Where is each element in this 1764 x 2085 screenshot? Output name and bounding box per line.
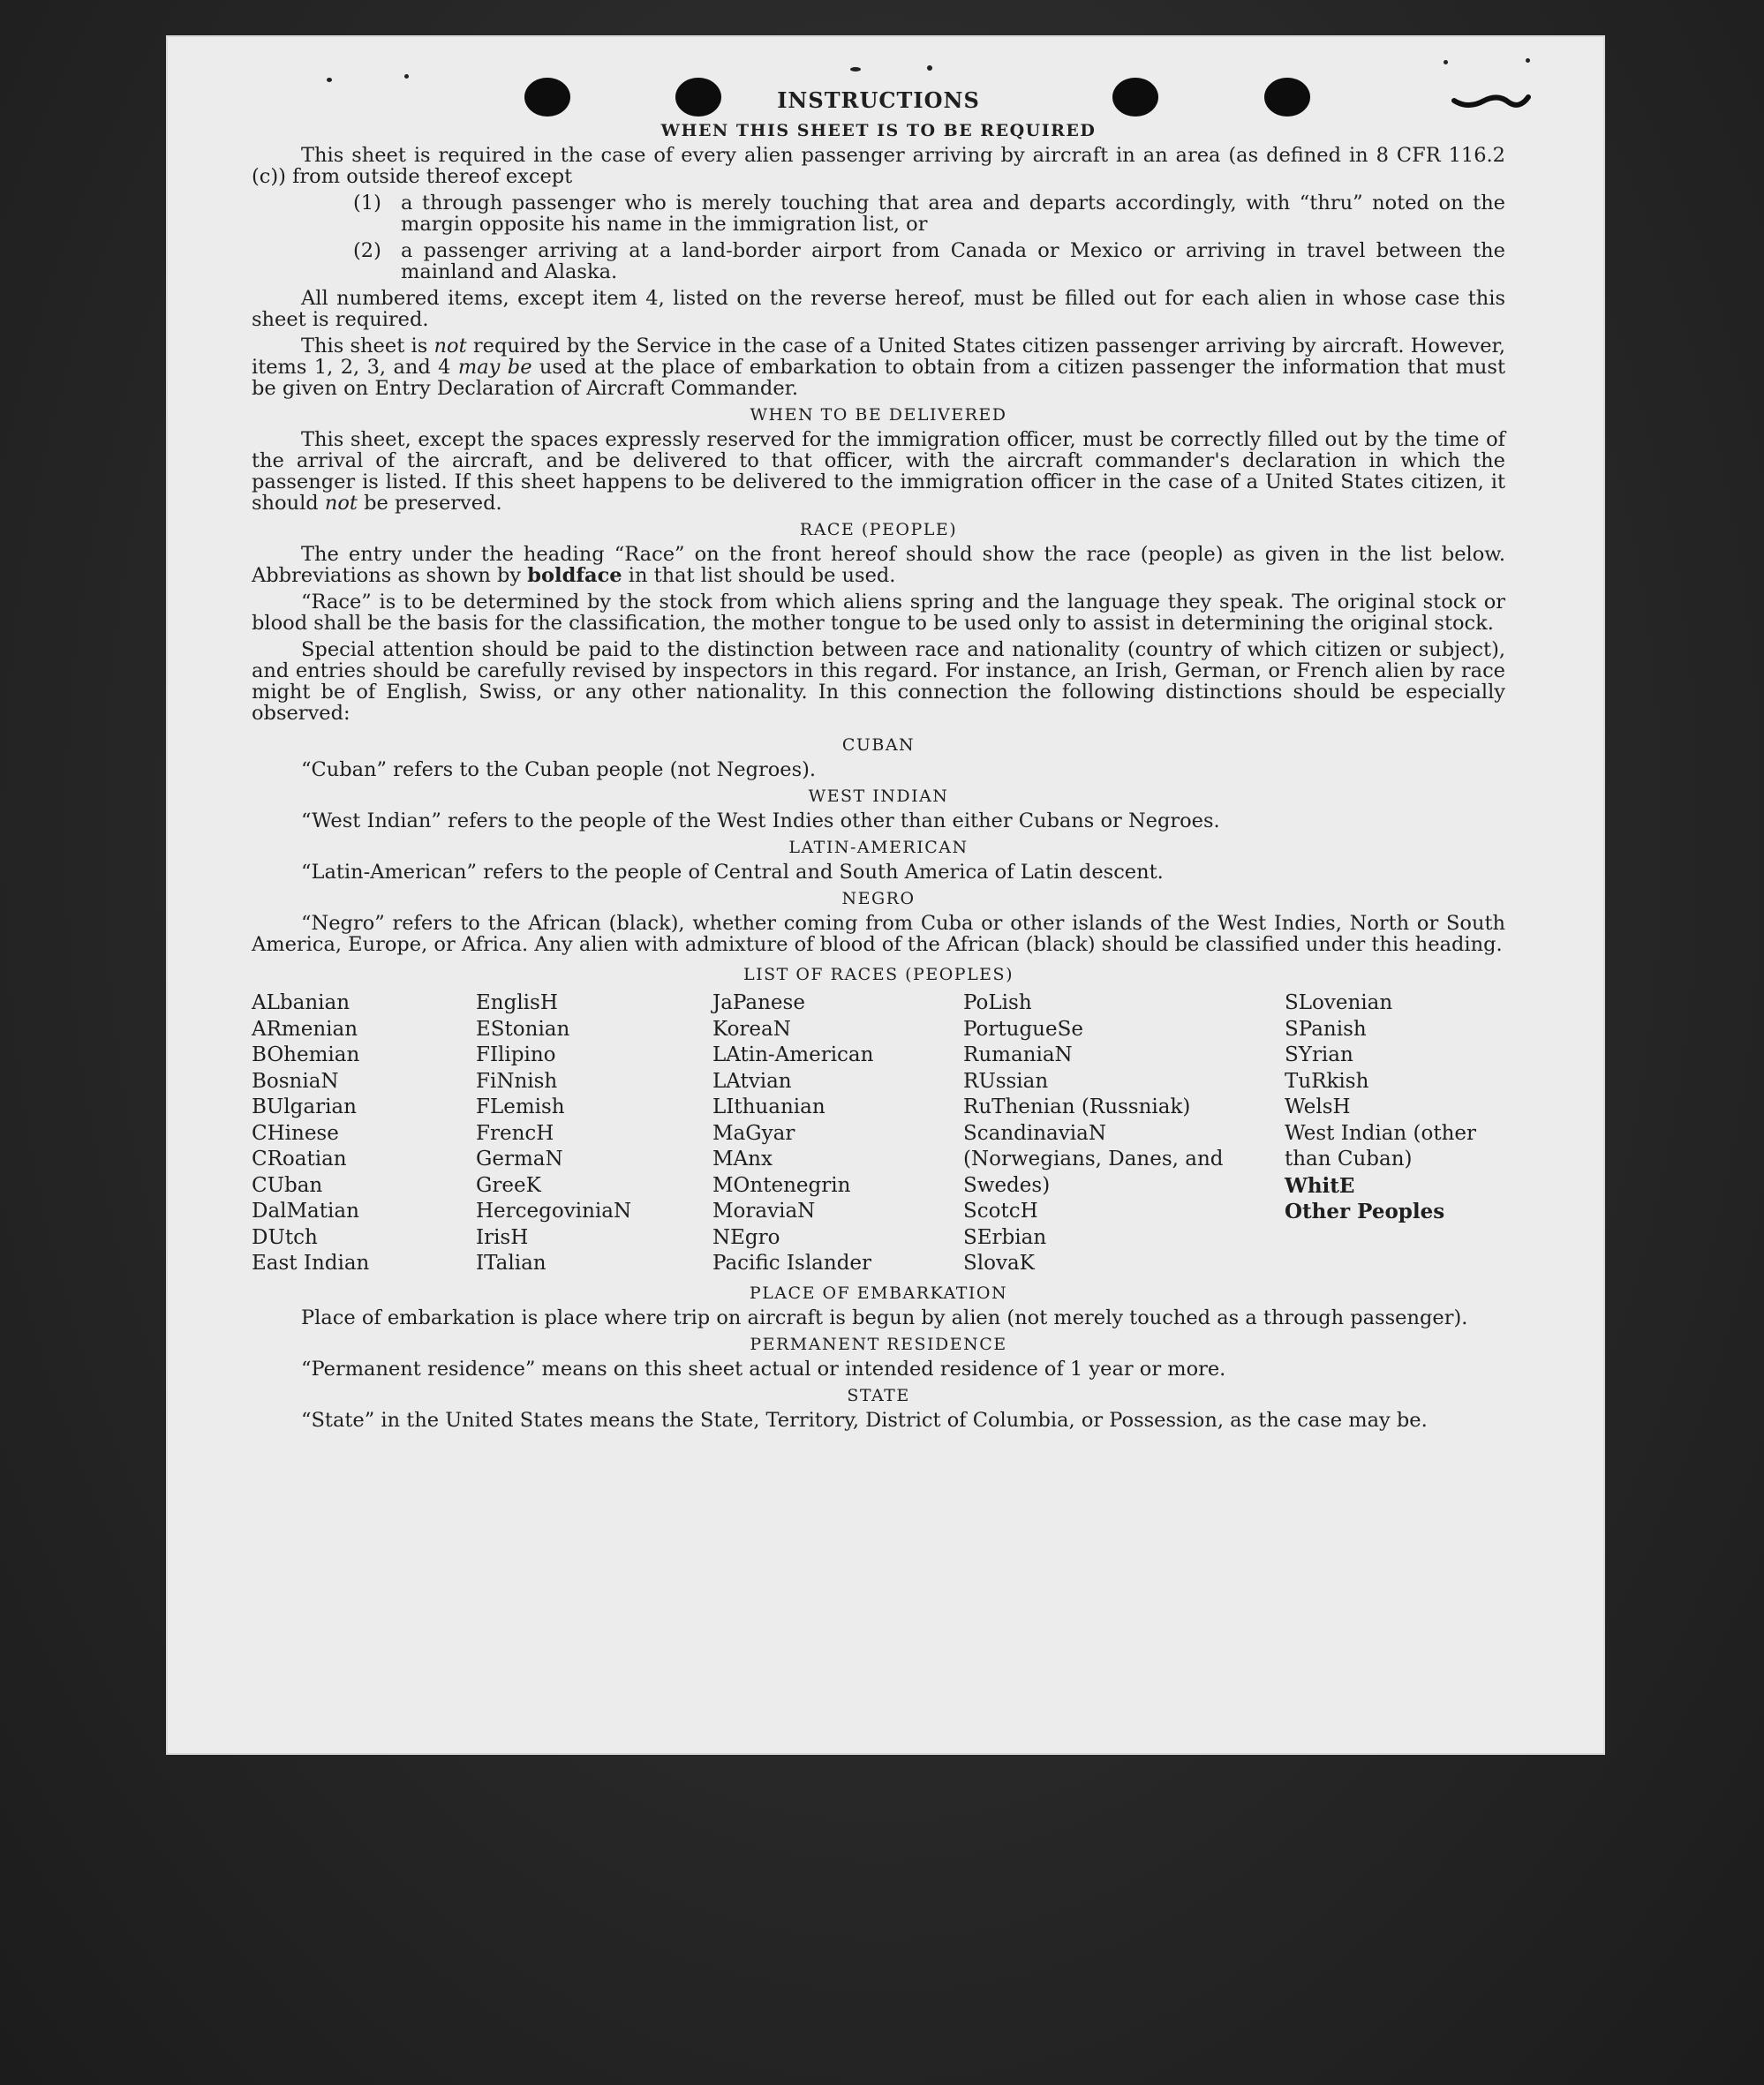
list-item: MoraviaN	[712, 1200, 816, 1223]
race-para-2: “Race” is to be determined by the stock from which aliens spring and the language they speak. The original stock or blood shall be the basis for the classification, the mother tongue to be used only to assist in determining the original stock.	[252, 591, 1505, 635]
instructions-text	[252, 87, 1505, 1436]
section-heading-list-of-races: LIST OF RACES (PEOPLES)	[743, 965, 1014, 984]
list-item: KoreaN	[712, 1017, 791, 1041]
list-item: DalMatian	[252, 1200, 359, 1223]
list-item: SYrian	[1285, 1043, 1353, 1066]
list-item: SLovenian	[1285, 991, 1393, 1014]
text-run: This sheet is	[301, 335, 434, 358]
list-item: LIthuanian	[712, 1095, 825, 1118]
list-item: MOntenegrin	[712, 1173, 851, 1197]
emphasis-may-be: may be	[457, 356, 532, 379]
list-item: RumaniaN	[963, 1043, 1073, 1066]
exception-item-2	[252, 240, 1505, 282]
scan-speck	[850, 67, 861, 72]
list-item: ITalian	[476, 1252, 547, 1275]
list-item: FiNnish	[476, 1069, 558, 1093]
section-heading-delivered: WHEN TO BE DELIVERED	[750, 405, 1007, 425]
section-heading-latin-american: LATIN-AMERICAN	[788, 838, 969, 857]
list-item: WhitE	[1285, 1173, 1355, 1198]
section-heading-residence: PERMANENT RESIDENCE	[750, 1334, 1007, 1354]
negro-para: “Negro” refers to the African (black), whether coming from Cuba or other islands of the West Indies, North or South America, Europe, or Africa. Any alien with admixture of blood of the African (black) should be classified under this heading.	[252, 912, 1505, 956]
document-page	[166, 35, 1605, 1755]
section-heading-embarkation: PLACE OF EMBARKATION	[749, 1283, 1008, 1303]
item-text: a through passenger who is merely touching that area and departs accordingly, with “thru” noted on the margin opposite his name in the immigration list, or	[401, 192, 1505, 236]
embarkation-para: Place of embarkation is place where trip on aircraft is begun by alien (not merely touched as a through passenger).	[301, 1306, 1468, 1329]
list-item: CRoatian	[252, 1148, 347, 1170]
list-item: TuRkish	[1285, 1069, 1369, 1093]
section-heading-cuban: CUBAN	[841, 735, 916, 755]
list-item: MAnx	[712, 1148, 773, 1170]
text-run: used at the place of embarkation to obtain from a citizen passenger the information that must be given on Entry Declaration of Aircraft Commander.	[252, 356, 1505, 400]
races-column-2	[476, 990, 712, 1277]
list-item: FIlipino	[476, 1043, 556, 1066]
list-item: LAtvian	[712, 1069, 792, 1093]
list-item: ScandinaviaN (Norwegians, Danes, and Swedes)	[963, 1121, 1224, 1197]
list-item: RuThenian (Russniak)	[963, 1095, 1191, 1118]
scan-speck	[404, 74, 409, 79]
exception-item-1	[252, 192, 1505, 235]
list-item: Other Peoples	[1285, 1200, 1445, 1223]
list-item: FLemish	[476, 1095, 565, 1118]
section-heading-west-indian: WEST INDIAN	[808, 787, 949, 806]
text-run: required by the Service in the case of a United States citizen passenger arriving by aircraft. However, items 1, 2, 3, and 4	[252, 335, 1505, 379]
scan-speck	[1526, 58, 1530, 63]
latin-american-para: “Latin-American” refers to the people of Central and South America of Latin descent.	[301, 861, 1164, 884]
scan-speck	[927, 65, 932, 71]
list-item: SErbian	[963, 1225, 1047, 1249]
item-text: a passenger arriving at a land-border airport from Canada or Mexico or arriving in travel between the mainland and Alaska.	[401, 239, 1505, 283]
races-column-3	[712, 990, 963, 1277]
section-heading-race: RACE (PEOPLE)	[799, 520, 958, 539]
scan-speck	[327, 78, 332, 82]
list-item: FrencH	[476, 1121, 554, 1145]
list-item: CHinese	[252, 1121, 339, 1145]
state-para: “State” in the United States means the State, Territory, District of Columbia, or Possession, as the case may be.	[301, 1408, 1428, 1432]
text-run: The entry under the heading “Race” on the front hereof should show the race (people) as given in the list below. Abbreviations as shown by	[252, 543, 1505, 587]
list-item: West Indian (other than Cuban)	[1285, 1121, 1477, 1170]
race-para-1	[252, 544, 1505, 586]
list-item: BosniaN	[252, 1069, 339, 1093]
text-run: This sheet, except the spaces expressly reserved for the immigration officer, must be correctly filled out by the time of the arrival of the aircraft, and be delivered to that officer, with the aircraft commander's declaration in which the passenger is listed. If this sheet happens to be delivered to the immigration officer in the case of a United States citizen, it should	[252, 428, 1505, 515]
page-title: INSTRUCTIONS	[777, 87, 980, 113]
list-item: ARmenian	[252, 1017, 358, 1041]
cuban-para: “Cuban” refers to the Cuban people (not Negroes).	[301, 758, 817, 781]
list-item: BUlgarian	[252, 1095, 357, 1118]
list-item: LAtin-American	[712, 1043, 874, 1066]
list-item: PortugueSe	[963, 1017, 1083, 1041]
list-item: IrisH	[476, 1225, 529, 1249]
list-item: GermaN	[476, 1148, 563, 1170]
residence-para: “Permanent residence” means on this sheet actual or intended residence of 1 year or more.	[301, 1357, 1226, 1381]
section-heading-state: STATE	[847, 1385, 910, 1405]
list-item: Pacific Islander	[712, 1252, 872, 1275]
item-number: (1)	[353, 192, 381, 215]
races-column-1	[252, 990, 476, 1277]
list-item: BOhemian	[252, 1043, 360, 1066]
list-item: GreeK	[476, 1173, 541, 1197]
list-item: WelsH	[1285, 1095, 1351, 1118]
list-item: RUssian	[963, 1069, 1049, 1093]
west-indian-para: “West Indian” refers to the people of the West Indies other than either Cubans or Negroes.	[301, 809, 1220, 832]
list-item: East Indian	[252, 1252, 370, 1275]
list-item: CUban	[252, 1173, 323, 1197]
delivered-para	[252, 429, 1505, 514]
list-of-races	[252, 990, 1505, 1277]
scan-speck	[1444, 60, 1448, 64]
text-run: be preserved.	[357, 492, 502, 515]
list-item: ALbanian	[252, 991, 351, 1014]
required-para-3	[252, 335, 1505, 399]
list-item: ScotcH	[963, 1200, 1038, 1223]
races-column-5	[1285, 990, 1505, 1277]
list-item: MaGyar	[712, 1121, 795, 1145]
races-column-4	[963, 990, 1285, 1277]
required-para-2: All numbered items, except item 4, listed on the reverse hereof, must be filled out for each alien in whose case this sheet is required.	[252, 287, 1505, 331]
list-item: HercegoviniaN	[476, 1200, 632, 1223]
list-item: DUtch	[252, 1225, 318, 1249]
list-item: NEgro	[712, 1225, 780, 1249]
list-item: JaPanese	[712, 991, 805, 1014]
emphasis-not: not	[324, 492, 358, 515]
text-run: in that list should be used.	[622, 564, 896, 587]
list-item: PoLish	[963, 991, 1032, 1014]
list-item: EnglisH	[476, 991, 558, 1014]
item-number: (2)	[353, 239, 381, 262]
section-heading-required: WHEN THIS SHEET IS TO BE REQUIRED	[660, 121, 1097, 140]
required-intro: This sheet is required in the case of every alien passenger arriving by aircraft in an area (as defined in 8 CFR 116.2 (c)) from outside thereof except	[252, 144, 1505, 188]
list-item: EStonian	[476, 1017, 570, 1041]
emphasis-not: not	[433, 335, 467, 358]
list-item: SPanish	[1285, 1017, 1367, 1041]
list-item: SlovaK	[963, 1252, 1035, 1275]
section-heading-negro: NEGRO	[841, 889, 916, 908]
race-para-3: Special attention should be paid to the distinction between race and nationality (country of which citizen or subject), and entries should be carefully revised by inspectors in this regard. For instance, an Irish, German, or French alien by race might be of English, Swiss, or any other nationality. In this connection the following distinctions should be especially observed:	[252, 638, 1505, 725]
emphasis-boldface: boldface	[527, 564, 622, 587]
